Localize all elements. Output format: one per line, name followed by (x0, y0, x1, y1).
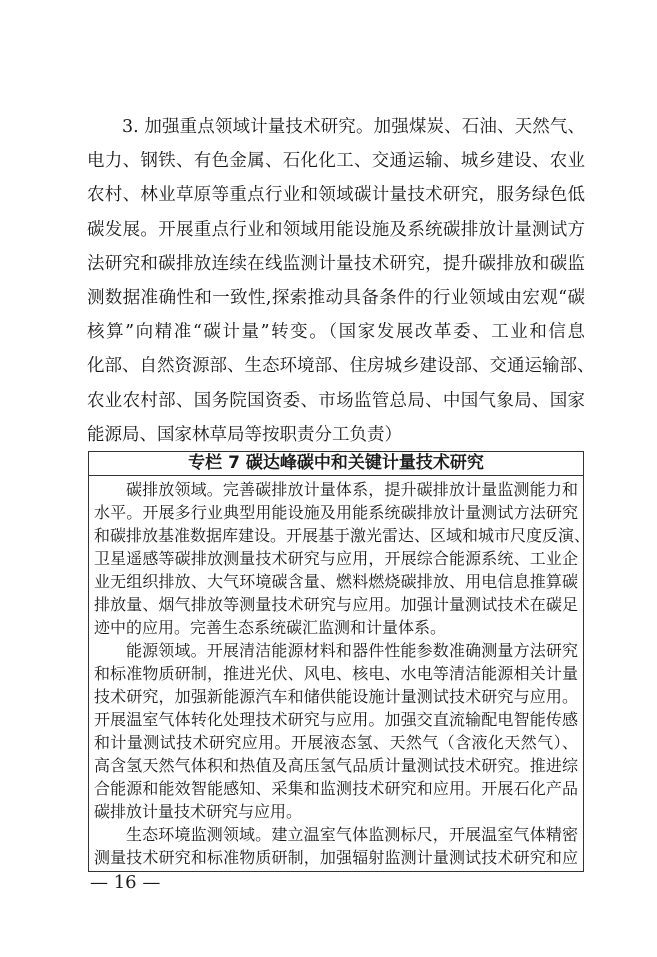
paragraph-line: 农业农村部、国务院国资委、市场监管总局、中国气象局、国家 (87, 390, 585, 411)
page-number: — 16 — (90, 872, 161, 893)
paragraph-line: 电力、钢铁、有色金属、石化化工、交通运输、城乡建设、农业 (87, 151, 585, 172)
paragraph-line: 碳发展。开展重点行业和领域用能设施及系统碳排放计量测试方 (87, 219, 585, 240)
box-line: 能源领域。开展清洁能源材料和器件性能参数准确测量方法研究 (126, 641, 578, 660)
box-line: 碳排放计量技术研究与应用。 (94, 802, 303, 821)
box-line: 排放量、烟气排放等测量技术研究与应用。加强计量测试技术在碳足 (94, 595, 578, 614)
paragraph-line: 3. 加强重点领域计量技术研究。加强煤炭、石油、天然气、 (122, 117, 585, 137)
box-line: 业无组织排放、大气环境碳含量、燃料燃烧碳排放、用电信息推算碳 (94, 572, 578, 591)
box-line: 生态环境监测领域。建立温室气体监测标尺，开展温室气体精密 (126, 825, 578, 844)
paragraph-line: 核算”向精准“碳计量”转变。（国家发展改革委、工业和信息 (87, 322, 585, 343)
main-paragraph (87, 110, 595, 452)
box-line: 和标准物质研制，推进光伏、风电、核电、水电等清洁能源相关计量 (94, 664, 578, 683)
paragraph-line: 测数据准确性和一致性,探索推动具备条件的行业领域由宏观“碳 (87, 287, 585, 308)
box-line: 水平。开展多行业典型用能设施及用能系统碳排放计量测试方法研究 (94, 503, 578, 522)
box-line: 合能源和能效智能感知、采集和监测技术研究和应用。开展石化产品 (94, 779, 578, 798)
paragraph-line: 农村、林业草原等重点行业和领域碳计量技术研究，服务绿色低 (87, 185, 585, 206)
paragraph-line: 能源局、国家林草局等按职责分工负责） (87, 424, 402, 445)
box-title: 专栏 7 碳达峰碳中和关键计量技术研究 (89, 452, 583, 476)
box-body (89, 476, 591, 871)
box-line: 和碳排放基准数据库建设。开展基于激光雷达、区域和城市尺度反演、 (94, 526, 591, 545)
box-line: 卫星遥感等碳排放测量技术研究与应用，开展综合能源系统、工业企 (94, 549, 578, 568)
box-line: 技术研究，加强新能源汽车和储供能设施计量测试技术研究与应用。 (94, 687, 578, 706)
box-line: 开展温室气体转化处理技术研究与应用。加强交直流输配电智能传感 (94, 710, 578, 729)
paragraph-line: 法研究和碳排放连续在线监测计量技术研究，提升碳排放和碳监 (87, 253, 585, 274)
box-line: 迹中的应用。完善生态系统碳汇监测和计量体系。 (94, 618, 447, 637)
box-line: 碳排放领域。完善碳排放计量体系，提升碳排放计量监测能力和 (126, 480, 578, 499)
box-line: 高含氢天然气体积和热值及高压氢气品质计量测试技术研究。推进综 (94, 756, 578, 775)
box-line: 和计量测试技术研究应用。开展液态氢、天然气（含液化天然气）、 (94, 733, 578, 752)
sidebar-box-column-7 (88, 451, 591, 872)
paragraph-line: 化部、自然资源部、生态环境部、住房城乡建设部、交通运输部、 (87, 356, 595, 377)
box-line: 测量技术研究和标准物质研制，加强辐射监测计量测试技术研究和应 (94, 848, 578, 867)
